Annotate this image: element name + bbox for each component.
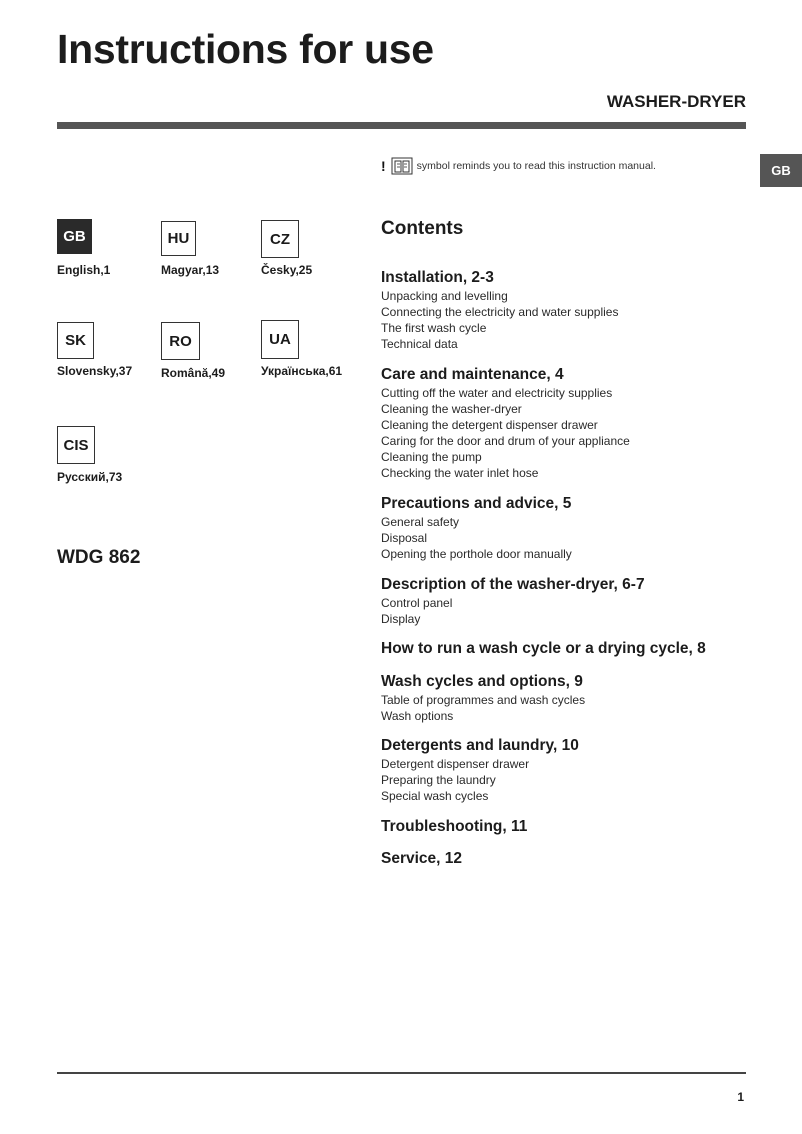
toc-item: Display [381,612,421,627]
toc-item: Disposal [381,531,428,546]
toc-section-care [381,365,761,482]
model-number: WDG 862 [57,547,141,568]
toc-item: Cleaning the pump [381,450,482,465]
toc-item: Unpacking and levelling [381,289,508,303]
toc-item: Table of programmes and wash cycles [381,693,586,707]
toc-item: General safety [381,515,460,529]
toc-item: Detergent dispenser drawer [381,757,530,771]
toc-item: Special wash cycles [381,789,489,804]
language-code-badge: CZ [261,220,299,258]
product-type: WASHER-DRYER [606,92,746,111]
toc-section-troubleshooting [381,817,761,837]
language-code-badge: SK [57,322,94,359]
toc-heading: Precautions and advice, 5 [381,495,572,512]
toc-item: Control panel [381,596,453,610]
toc-item: Preparing the laundry [381,773,496,788]
contents-title: Contents [381,218,464,239]
language-hu[interactable] [161,221,271,277]
toc-heading: Installation, 2-3 [381,269,494,286]
page-title: Instructions for use [57,26,434,72]
language-code-badge: CIS [57,426,95,464]
toc-item: Checking the water inlet hose [381,466,539,481]
language-label: Magyar,13 [161,263,220,277]
language-label: Română,49 [161,366,226,380]
language-ua[interactable] [261,320,371,378]
toc-heading: Description of the washer-dryer, 6-7 [381,576,645,593]
toc-item: Cleaning the detergent dispenser drawer [381,418,598,433]
warning-mark: ! [381,158,386,174]
toc-section-run-cycle [381,639,761,659]
toc-section-detergents [381,736,761,804]
language-cis[interactable] [57,426,167,484]
language-code-badge: RO [161,322,200,360]
toc-heading: Troubleshooting, 11 [381,818,528,835]
language-side-tab: GB [760,154,802,187]
toc-item: Caring for the door and drum of your appliance [381,434,630,449]
toc-item: Wash options [381,709,454,724]
toc-heading: Wash cycles and options, 9 [381,673,583,690]
toc-item: Technical data [381,337,458,352]
language-code-badge: GB [57,219,92,254]
notice-text: symbol reminds you to read this instruction manual. [416,160,656,172]
language-ro[interactable] [161,322,271,380]
toc-heading: Service, 12 [381,850,463,867]
language-gb[interactable] [57,219,167,277]
language-sk[interactable] [57,322,167,378]
language-code-badge: UA [261,320,299,359]
manual-book-icon [391,157,413,175]
toc-section-service [381,849,761,869]
footer-rule [57,1072,746,1074]
toc-item: Opening the porthole door manually [381,547,572,562]
language-label: Русский,73 [57,470,123,484]
toc-item: Connecting the electricity and water supplies [381,305,619,320]
toc-heading: Care and maintenance, 4 [381,366,564,383]
toc-section-precautions [381,494,761,562]
language-label: Slovensky,37 [57,364,133,378]
language-code-badge: HU [161,221,196,256]
toc-item: The first wash cycle [381,321,487,336]
toc-section-description [381,575,761,627]
toc-section-installation [381,268,761,352]
language-label: English,1 [57,263,111,277]
header-rule [57,122,746,129]
toc-item: Cleaning the washer-dryer [381,402,522,417]
toc-item: Cutting off the water and electricity supplies [381,386,613,400]
toc-heading: How to run a wash cycle or a drying cycle, 8 [381,640,706,657]
page-number: 1 [737,1090,744,1104]
toc-section-wash-cycles [381,672,761,724]
language-label: Українська,61 [261,364,343,378]
language-cz[interactable] [261,220,371,277]
toc-heading: Detergents and laundry, 10 [381,737,579,754]
manual-notice [381,157,656,175]
language-label: Česky,25 [261,263,313,277]
